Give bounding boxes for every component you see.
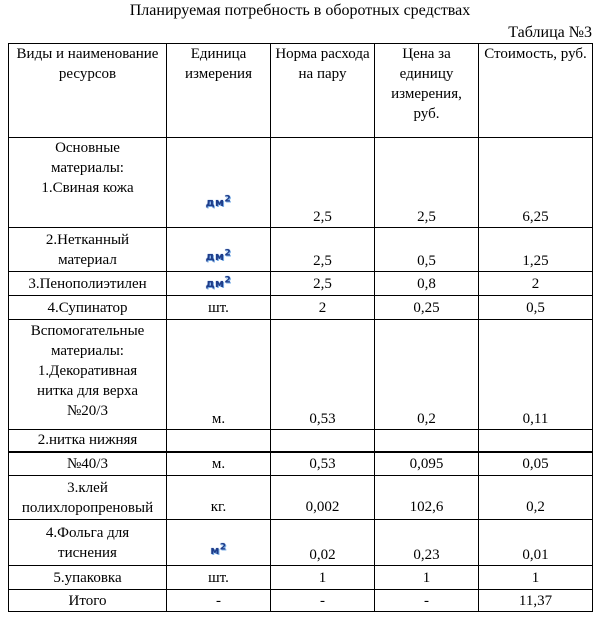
resource-name: 5.упаковка bbox=[9, 566, 167, 590]
total-row bbox=[9, 590, 593, 612]
cost-cell: 0,11 bbox=[479, 320, 593, 430]
cost-cell: 0,05 bbox=[479, 452, 593, 476]
unit-cell: - bbox=[167, 590, 271, 612]
norm-cell bbox=[271, 430, 375, 452]
price-cell: 0,2 bbox=[375, 320, 479, 430]
name-line: 4.Фольга для bbox=[45, 524, 130, 541]
name-line: 1.Декоративная bbox=[37, 363, 138, 379]
unit-cell bbox=[167, 228, 271, 272]
unit-cell bbox=[167, 430, 271, 452]
resource-name bbox=[9, 476, 167, 520]
cost-cell: 1,25 bbox=[479, 228, 593, 272]
norm-cell: 1 bbox=[271, 566, 375, 590]
resource-name bbox=[9, 138, 167, 228]
price-cell: 0,5 bbox=[375, 228, 479, 272]
price-cell: 0,8 bbox=[375, 272, 479, 296]
resource-name: 2.нитка нижняя bbox=[9, 430, 167, 452]
square-decimeter-icon: $дм^2$ bbox=[205, 248, 232, 263]
norm-cell: 0,02 bbox=[271, 520, 375, 566]
table-row bbox=[9, 476, 593, 520]
unit-cell bbox=[167, 272, 271, 296]
header-cost: Стоимость, руб. bbox=[479, 44, 593, 138]
total-cost-cell: 11,37 bbox=[479, 590, 593, 612]
resource-name: 4.Супинатор bbox=[9, 296, 167, 320]
name-line: №20/3 bbox=[67, 403, 108, 419]
header-norm: Норма расхода на пару bbox=[271, 44, 375, 138]
price-cell: 0,25 bbox=[375, 296, 479, 320]
unit-cell: кг. bbox=[167, 476, 271, 520]
price-cell: 102,6 bbox=[375, 476, 479, 520]
unit-cell bbox=[167, 138, 271, 228]
price-cell: 0,095 bbox=[375, 452, 479, 476]
document-title: Планируемая потребность в оборотных средствах bbox=[129, 2, 471, 19]
norm-cell: 0,002 bbox=[271, 476, 375, 520]
square-meter-icon: $м^2$ bbox=[210, 542, 227, 557]
table-row bbox=[9, 566, 593, 590]
unit-cell bbox=[167, 520, 271, 566]
resource-name: №40/3 bbox=[9, 452, 167, 476]
table-row bbox=[9, 228, 593, 272]
resource-name bbox=[9, 320, 167, 430]
table-row bbox=[9, 520, 593, 566]
cost-cell: 2 bbox=[479, 272, 593, 296]
cost-cell: 0,2 bbox=[479, 476, 593, 520]
name-line: материалы: bbox=[51, 160, 124, 176]
name-line: 2.Нетканный bbox=[45, 231, 130, 248]
table-number: Таблица №3 bbox=[508, 24, 592, 41]
total-label: Итого bbox=[9, 590, 167, 612]
cost-cell: 1 bbox=[479, 566, 593, 590]
resource-name bbox=[9, 520, 167, 566]
header-row bbox=[9, 44, 593, 138]
resources-table bbox=[8, 43, 593, 612]
norm-cell: 0,53 bbox=[271, 320, 375, 430]
unit-cell: шт. bbox=[167, 566, 271, 590]
price-cell: - bbox=[375, 590, 479, 612]
name-line: тиснения bbox=[58, 544, 117, 561]
table-row bbox=[9, 272, 593, 296]
price-cell: 0,23 bbox=[375, 520, 479, 566]
name-line: Вспомогательные bbox=[30, 323, 145, 339]
norm-cell: 2,5 bbox=[271, 138, 375, 228]
header-price: Цена за единицу измерения, руб. bbox=[375, 44, 479, 138]
unit-cell: шт. bbox=[167, 296, 271, 320]
name-line: нитка для верха bbox=[37, 383, 138, 399]
square-decimeter-icon: $дм^2$ bbox=[205, 275, 232, 290]
name-line: материалы: bbox=[51, 343, 124, 359]
name-line: материал bbox=[58, 251, 117, 268]
cost-cell: 0,01 bbox=[479, 520, 593, 566]
price-cell: 1 bbox=[375, 566, 479, 590]
cost-cell bbox=[479, 430, 593, 452]
cost-cell: 6,25 bbox=[479, 138, 593, 228]
name-line: Основные bbox=[55, 140, 120, 156]
cost-cell: 0,5 bbox=[479, 296, 593, 320]
name-line: 1.Свиная кожа bbox=[41, 180, 134, 196]
table-row bbox=[9, 430, 593, 452]
resource-name bbox=[9, 228, 167, 272]
norm-cell: 2,5 bbox=[271, 228, 375, 272]
norm-cell: 2 bbox=[271, 296, 375, 320]
norm-cell: 0,53 bbox=[271, 452, 375, 476]
unit-cell: м. bbox=[167, 320, 271, 430]
price-cell bbox=[375, 430, 479, 452]
table-row bbox=[9, 296, 593, 320]
name-line: полихлоропреновый bbox=[21, 499, 154, 516]
header-unit: Единица измерения bbox=[167, 44, 271, 138]
norm-cell: - bbox=[271, 590, 375, 612]
square-decimeter-icon: $дм^2$ bbox=[205, 194, 232, 209]
resource-name: 3.Пенополиэтилен bbox=[9, 272, 167, 296]
unit-cell: м. bbox=[167, 452, 271, 476]
table-row bbox=[9, 138, 593, 228]
name-line: 3.клей bbox=[67, 479, 108, 496]
header-resources: Виды и наименование ресурсов bbox=[9, 44, 167, 138]
price-cell: 2,5 bbox=[375, 138, 479, 228]
table-row bbox=[9, 452, 593, 476]
norm-cell: 2,5 bbox=[271, 272, 375, 296]
table-row bbox=[9, 320, 593, 430]
